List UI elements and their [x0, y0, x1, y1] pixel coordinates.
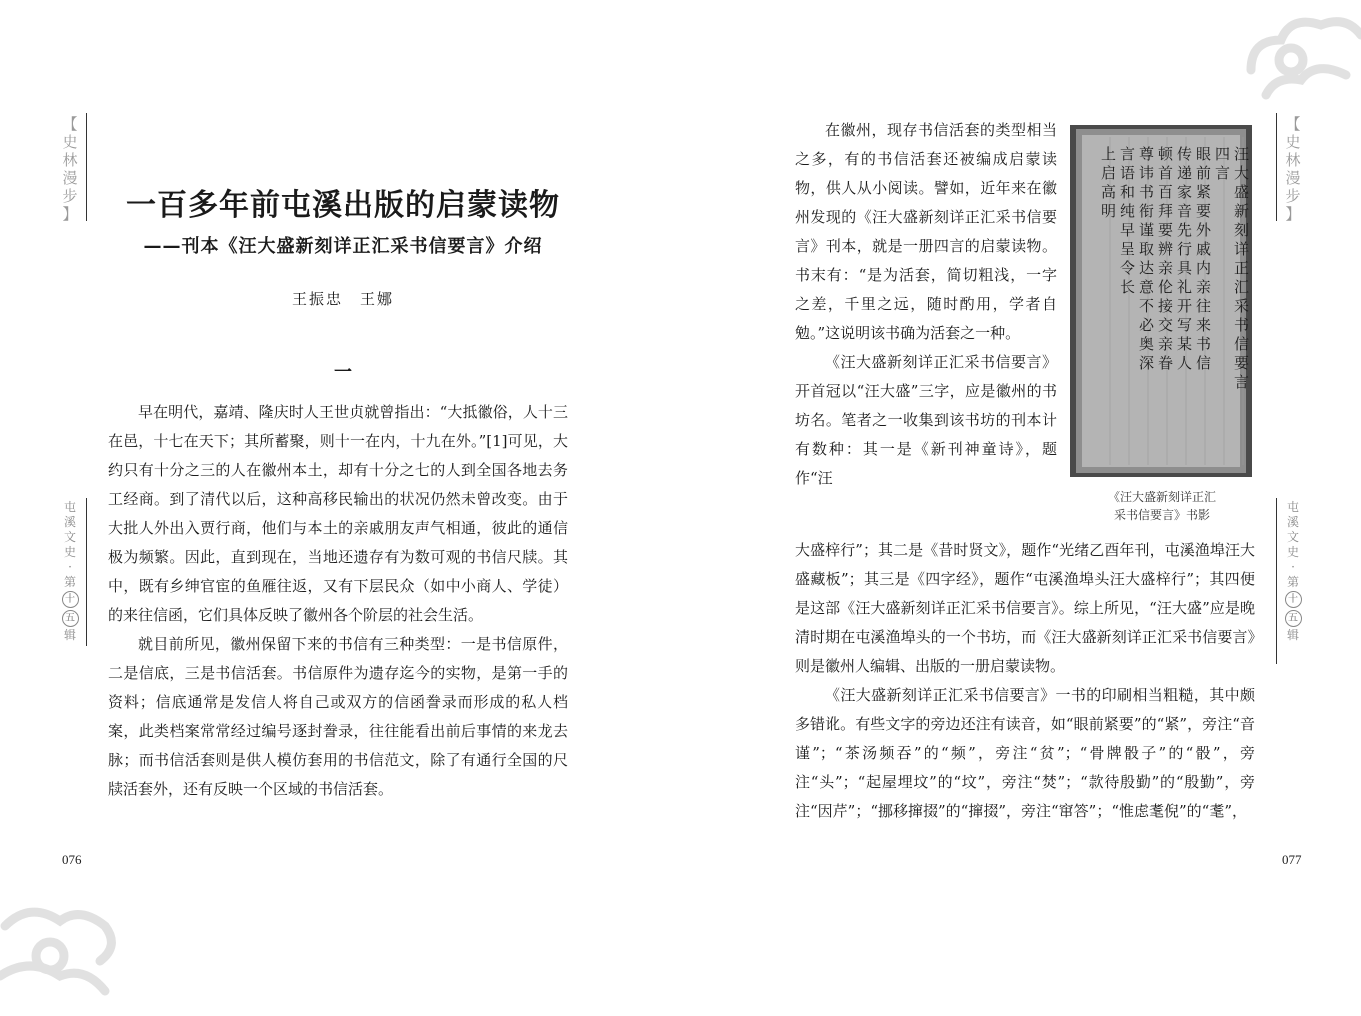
photo-caption: 《汪大盛新刻详正汇 采书信要言》书影	[1107, 490, 1216, 522]
series-label: 屯 溪 文 史 · 第 十 五 辑	[1283, 500, 1303, 643]
photo-column-text: 顿首百拜要辨亲伦接交亲眷	[1158, 145, 1174, 372]
margin-rule	[1276, 498, 1277, 664]
cloud-ornament-icon	[1231, 0, 1361, 110]
paragraph: 在徽州，现存书信活套的类型相当之多，有的书信活套还被编成启蒙读物，供人从小阅读。譬如，近年来在徽州发现的《汪大盛新刻详正汇采书信要言》刊本，就是一册四言的启蒙读物。书末有：“是为活套，简切粗浅，一字之差，千里之远，随时酌用，学者自勉。”这说明该书确为活套之一种。	[795, 121, 1057, 342]
page-number: 077	[1282, 852, 1302, 867]
column-tag: 【 史 林 漫 步 】	[62, 115, 78, 223]
photo-column-text: 四言	[1215, 145, 1231, 182]
paragraph: 《汪大盛新刻详正汇采书信要言》开首冠以“汪大盛”三字，应是徽州的书坊名。笔者之一收集到该书坊的刊本计有数种：其一是《新刊神童诗》，题作“汪	[795, 353, 1057, 487]
right-body-text-top	[795, 116, 1057, 493]
article-title: 一百多年前屯溪出版的启蒙读物	[126, 188, 560, 223]
margin-rule	[1276, 113, 1277, 221]
paragraph: 大盛梓行”；其二是《昔时贤文》，题作“光绪乙酉年刊，屯溪渔埠汪大盛藏板”；其三是《四字经》，题作“屯溪渔埠头汪大盛梓行”；其四便是这部《汪大盛新刻详正汇采书信要言》。综上所见，“汪大盛”应是晚清时期在屯溪渔埠头的一个书坊，而《汪大盛新刻详正汇采书信要言》则是徽州人编辑、出版的一册启蒙读物。	[795, 541, 1255, 675]
paragraph: 《汪大盛新刻详正汇采书信要言》一书的印刷相当粗糙，其中颇多错讹。有些文字的旁边还注有读音，如“眼前紧要”的“紧”，旁注“音谨”；“茶汤频吞”的“频”，旁注“贫”；“骨牌骰子”的“骰”，旁注“头”；“起屋埋坟”的“坟”，旁注“焚”；“款待殷勤”的“殷勤”，旁注“因芹”；“挪移撺掇”的“撺掇”，旁注“窜答”；“惟虑耄倪”的“耄”，	[795, 686, 1255, 820]
right-side-column	[1283, 115, 1303, 223]
section-number: 一	[334, 362, 352, 383]
article-authors: 王振忠 王娜	[291, 290, 394, 308]
series-label: 屯 溪 文 史 · 第 十 五 辑	[60, 500, 80, 643]
photo-column-text: 汪大盛新刻详正汇采书信要言	[1234, 145, 1250, 391]
photo-column-text: 传递家音先行具礼开写某人	[1177, 145, 1193, 372]
left-body-text	[108, 398, 568, 804]
book-page-photo	[1070, 125, 1252, 477]
left-side-column	[60, 115, 80, 223]
margin-rule	[86, 113, 87, 221]
column-tag: 【 史 林 漫 步 】	[1285, 115, 1301, 223]
photo-column-text: 上启高明	[1101, 145, 1117, 220]
paragraph: 就目前所见，徽州保留下来的书信有三种类型：一是书信原件，二是信底，三是书信活套。书信原件为遗存迄今的实物，是第一手的资料；信底通常是发信人将自己或双方的信函誊录而形成的私人档案，此类档案常常经过编号逐封誊录，往往能看出前后事情的来龙去脉；而书信活套则是供人模仿套用的书信范文，除了有通行全国的尺牍活套外，还有反映一个区域的书信活套。	[108, 635, 568, 798]
photo-column-text: 尊讳书衔谨取达意不必奥深	[1139, 145, 1155, 372]
cloud-ornament-icon	[0, 886, 150, 1016]
photo-column-text: 眼前紧要外戚内亲往来书信	[1196, 145, 1212, 372]
right-body-text-bottom	[795, 536, 1255, 826]
page-number: 076	[62, 852, 82, 867]
margin-rule	[86, 498, 87, 646]
photo-column-text: 言语和纯早呈令长	[1120, 145, 1136, 296]
article-subtitle: ——刊本《汪大盛新刻详正汇采书信要言》介绍	[143, 236, 543, 257]
paragraph: 早在明代，嘉靖、隆庆时人王世贞就曾指出：“大抵徽俗，人十三在邑，十七在天下；其所蓄聚，则十一在内，十九在外。”[1]可见，大约只有十分之三的人在徽州本土，却有十分之七的人到全国各地去务工经商。到了清代以后，这种高移民输出的状况仍然未曾改变。由于大批人外出入贾行商，他们与本土的亲戚朋友声气相通，彼此的通信极为频繁。因此，直到现在，当地还遗存有为数可观的书信尺牍。其中，既有乡绅官宦的鱼雁往返，又有下层民众（如中小商人、学徒）的来往信函，它们具体反映了徽州各个阶层的社会生活。	[108, 403, 568, 624]
